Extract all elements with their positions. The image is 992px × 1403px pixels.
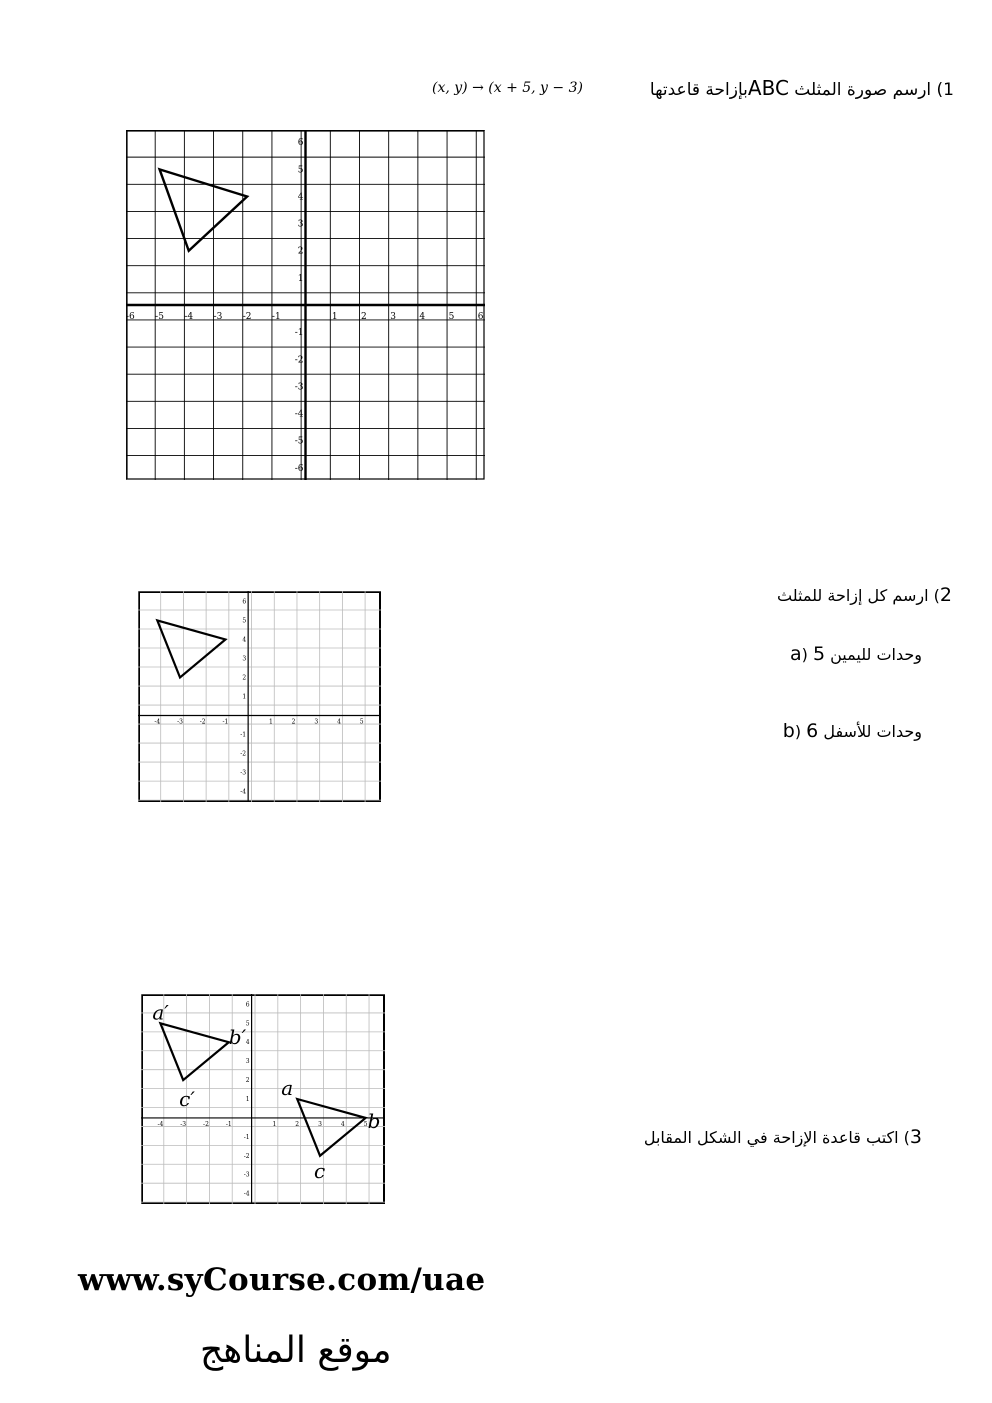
question-1: 1) ارسم صورة المثلث ABCبإزاحة قاعدتها (649, 76, 954, 100)
question-2b-value: 6 (806, 720, 819, 742)
graph-1-y-tick-label: -1 (294, 328, 304, 339)
graph-1-x-tick-label: 6 (477, 312, 484, 322)
graph-1-x-tick-label: -3 (213, 312, 223, 322)
graph-2-y-tick-label: 1 (242, 693, 247, 701)
graph-1-y-tick-label: 1 (297, 273, 304, 284)
graph-3-x-tick-label: -4 (157, 1120, 164, 1128)
graph-2 (138, 591, 381, 802)
question-3-text: اكتب قاعدة الإزاحة في الشكل المقابل (643, 1128, 899, 1147)
question-1-number: 1 (943, 80, 954, 100)
graph-2-y-tick-label: -1 (240, 731, 247, 739)
graph-3-label-c: c (314, 1158, 326, 1183)
graph-1-x-tick-label: -6 (126, 312, 135, 322)
graph-2-y-tick-label: 6 (242, 598, 247, 606)
graph-3-x-tick-label: -1 (225, 1120, 232, 1128)
graph-3-y-tick-label: 4 (245, 1039, 250, 1047)
graph-1-x-tick-label: -4 (184, 312, 194, 322)
graph-3-y-tick-label: -2 (243, 1152, 250, 1160)
graph-3-label-b: b (367, 1108, 381, 1133)
graph-2-x-tick-label: 3 (314, 718, 319, 726)
graph-3-x-tick-label: 2 (295, 1120, 300, 1128)
graph-1-x-tick-label: -5 (155, 312, 164, 322)
graph-1-y-tick-label: 6 (297, 138, 304, 149)
graph-2-x-tick-label: -4 (154, 718, 161, 726)
graph-3-x-tick-label: -2 (203, 1120, 209, 1128)
graph-3-x-tick-label: 1 (272, 1120, 277, 1128)
graph-3-label-a: a (281, 1076, 294, 1100)
question-2b-letter: b (782, 720, 795, 742)
graph-3-y-tick-label: -4 (243, 1190, 250, 1198)
graph-3-y-tick-label: 3 (245, 1058, 250, 1066)
question-1-text-after: بإزاحة قاعدتها (649, 80, 748, 100)
graph-1-y-tick-label: 2 (297, 246, 304, 257)
graph-1-y-tick-label: 4 (297, 192, 304, 203)
graph-3-x-tick-label: 5 (363, 1120, 368, 1128)
graph-3-x-tick-label: -3 (180, 1120, 187, 1128)
graph-1-x-tick-label: -1 (271, 312, 281, 322)
graph-2-y-tick-label: -3 (240, 769, 247, 777)
graph-1-y-tick-label: 3 (297, 219, 304, 230)
graph-2-x-tick-label: -2 (199, 718, 206, 726)
graph-2-x-tick-label: 1 (268, 718, 273, 726)
graph-1-y-tick-label: -4 (294, 409, 304, 420)
graph-3-label-c-prime: c′ (179, 1087, 195, 1112)
graph-2-y-tick-label: 5 (242, 617, 247, 625)
graph-1-y-tick-label: -2 (294, 355, 304, 366)
question-2a-value: 5 (812, 643, 826, 665)
graph-2-y-tick-label: 3 (242, 655, 247, 663)
graph-2-y-tick-label: 4 (242, 636, 247, 644)
question-2a-text: وحدات لليمين (830, 645, 922, 664)
question-2a-letter: a (789, 643, 802, 665)
graph-3-y-tick-label: 1 (245, 1096, 250, 1103)
graph-3-label-a-prime: a′ (152, 1000, 169, 1025)
graph-1-x-tick-label: 5 (448, 312, 455, 322)
question-2: 2) ارسم كل إزاحة للمثلث (777, 584, 952, 606)
footer-arabic: موقع المناهج (200, 1330, 392, 1371)
graph-2-x-tick-label: -1 (222, 718, 229, 726)
graph-2-y-tick-label: 2 (242, 674, 247, 682)
graph-3 (141, 994, 385, 1204)
graph-3-y-tick-label: 6 (245, 1001, 250, 1009)
graph-2-frame (139, 592, 380, 801)
graph-1 (126, 130, 485, 480)
question-1-formula: (x, y) → (x + 5, y − 3) (432, 80, 583, 96)
graph-3-x-tick-label: 4 (340, 1120, 345, 1128)
graph-1-x-tick-label: 3 (390, 312, 396, 322)
graph-2-x-tick-label: 4 (337, 718, 341, 726)
graph-3-x-tick-label: 3 (318, 1120, 322, 1128)
graph-3-y-tick-label: -3 (243, 1171, 250, 1179)
graph-2-y-tick-label: -4 (240, 788, 247, 796)
question-1-triangle-name: ABC (747, 76, 789, 100)
question-2b-text: وحدات للأسفل (823, 722, 922, 741)
footer-url: www.syCourse.com/uae (78, 1262, 486, 1298)
graph-2-x-tick-label: 2 (291, 718, 296, 726)
question-3-number: 3 (909, 1126, 922, 1148)
graph-2-x-tick-label: 5 (359, 718, 364, 726)
question-1-text-before: ارسم صورة المثلث (788, 80, 932, 100)
graph-1-y-tick-label: 5 (297, 165, 304, 176)
question-3: 3) اكتب قاعدة الإزاحة في الشكل المقابل (643, 1126, 922, 1148)
graph-1-y-tick-label: -3 (294, 382, 304, 393)
graph-3-y-tick-label: -1 (243, 1133, 250, 1141)
question-2-text: ارسم كل إزاحة للمثلث (777, 586, 929, 605)
graph-1-y-tick-label: -6 (294, 463, 304, 474)
graph-1-x-tick-label: 2 (361, 312, 367, 322)
graph-1-x-tick-label: -2 (242, 312, 252, 322)
graph-3-y-tick-label: 5 (245, 1020, 250, 1028)
graph-1-x-tick-label: 4 (419, 312, 426, 322)
question-2a: a) 5 وحدات لليمين (789, 643, 922, 665)
graph-3-y-tick-label: 2 (245, 1077, 250, 1085)
graph-2-x-tick-label: -3 (177, 718, 183, 726)
question-2-number: 2 (939, 584, 952, 606)
graph-1-y-tick-label: -5 (294, 436, 304, 447)
graph-1-x-tick-label: 1 (331, 312, 338, 322)
graph-2-y-tick-label: -2 (240, 750, 247, 758)
graph-3-label-b-prime: b′ (228, 1025, 247, 1050)
question-2b: b) 6 وحدات للأسفل (782, 720, 922, 742)
